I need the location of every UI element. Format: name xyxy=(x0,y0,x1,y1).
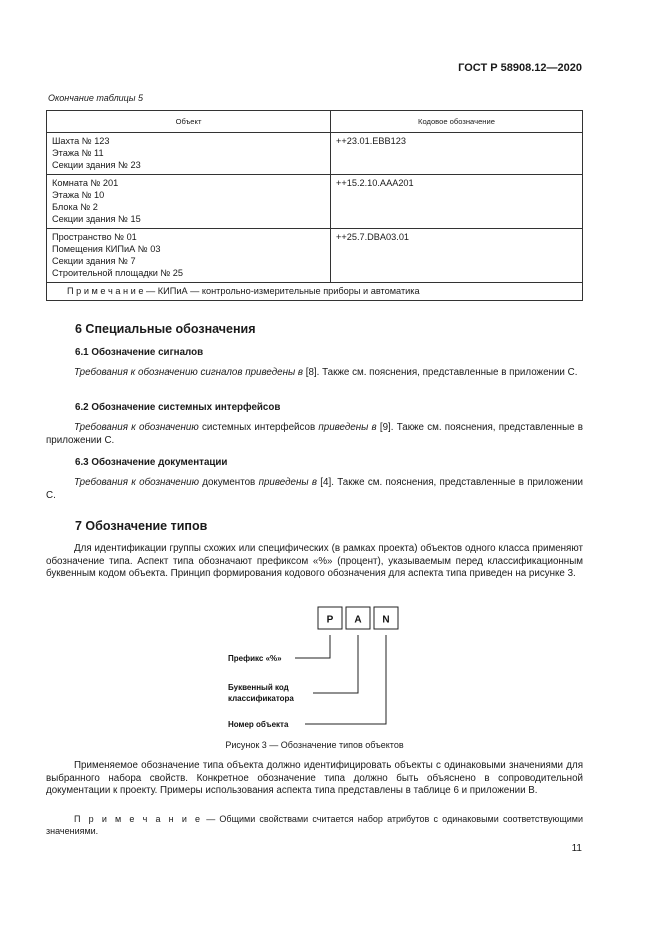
label-code-line-2: классификатора xyxy=(228,694,294,703)
section-6-3-title: 6.3 Обозначение документации xyxy=(75,457,228,468)
note-label: П р и м е ч а н и е xyxy=(67,286,144,296)
code-leader-line xyxy=(313,635,358,693)
section-7-title: 7 Обозначение типов xyxy=(75,519,208,533)
label-code-line-1: Буквенный код xyxy=(228,683,289,692)
box-n-label: N xyxy=(382,614,390,626)
section-6-1-text: Требования к обозначению сигналов приведены в [8]. Также см. пояснения, представленные в приложении С. xyxy=(74,367,578,378)
section-7-para-2: Применяемое обозначение типа объекта должно идентифицировать объекты с одинаковыми значениями для выбранного набора свойств. Конкретное обозначение типа должно быть объяснено в сопроводительной документации к проекту. Примеры использования аспекта типа представлены в таблице 6 и приложении В. xyxy=(46,760,583,796)
objects-table xyxy=(46,110,583,301)
label-number: Номер объекта xyxy=(228,720,289,729)
table-caption: Окончание таблицы 5 xyxy=(48,93,143,103)
table-row xyxy=(47,229,583,283)
column-header-object: Объект xyxy=(47,111,331,133)
box-a-label: A xyxy=(354,614,362,626)
table-note-row xyxy=(47,283,583,301)
object-cell: Комната № 201 Этажа № 10 Блока № 2 Секции здания № 15 xyxy=(47,175,331,229)
code-cell: ++25.7.DBA03.01 xyxy=(331,229,583,283)
table-row xyxy=(47,175,583,229)
section-6-2-text: Требования к обозначению системных интерфейсов приведены в [9]. Также см. пояснения, представленные в приложении С. xyxy=(46,422,583,446)
label-prefix: Префикс «%» xyxy=(228,654,282,663)
object-cell: Пространство № 01 Помещения КИПиА № 03 Секции здания № 7 Строительной площадки № 25 xyxy=(47,229,331,283)
section-6-1-title: 6.1 Обозначение сигналов xyxy=(75,347,204,358)
column-header-code: Кодовое обозначение xyxy=(331,111,583,133)
code-cell: ++15.2.10.AAA201 xyxy=(331,175,583,229)
type-designation-figure xyxy=(220,600,420,736)
figure-caption: Рисунок 3 — Обозначение типов объектов xyxy=(225,740,404,750)
section-6-3-text: Требования к обозначению документов приведены в [4]. Также см. пояснения, представленные в приложении С. xyxy=(46,477,583,501)
table-header-row xyxy=(47,111,583,133)
page-number: 11 xyxy=(571,843,582,854)
note-label: П р и м е ч а н и е xyxy=(74,814,203,824)
section-6-2-title: 6.2 Обозначение системных интерфейсов xyxy=(75,402,281,413)
table-row xyxy=(47,133,583,175)
note-text: — Общими свойствами считается набор атрибутов с одинаковыми соответствующими значениями. xyxy=(46,814,583,836)
box-p-label: P xyxy=(326,614,334,626)
section-7-note xyxy=(46,813,583,837)
object-cell: Шахта № 123 Этажа № 11 Секции здания № 23 xyxy=(47,133,331,175)
table-note xyxy=(47,283,583,301)
number-leader-line xyxy=(305,635,386,724)
section-7-para-1: Для идентификации группы схожих или специфических (в рамках проекта) объектов одного класса применяют обозначение типа. Аспект типа обозначают префиксом «%» (процент), указываемым перед классификационным буквенным кодом объекта. Принцип формирования кодового обозначения для аспекта типа приведен на рисунке 3. xyxy=(46,543,583,579)
section-6-title: 6 Специальные обозначения xyxy=(75,322,256,336)
note-text: — КИПиА — контрольно-измерительные приборы и автоматика xyxy=(143,286,420,296)
document-header: ГОСТ Р 58908.12—2020 xyxy=(458,62,582,74)
code-cell: ++23.01.EBB123 xyxy=(331,133,583,175)
prefix-leader-line xyxy=(295,635,330,658)
